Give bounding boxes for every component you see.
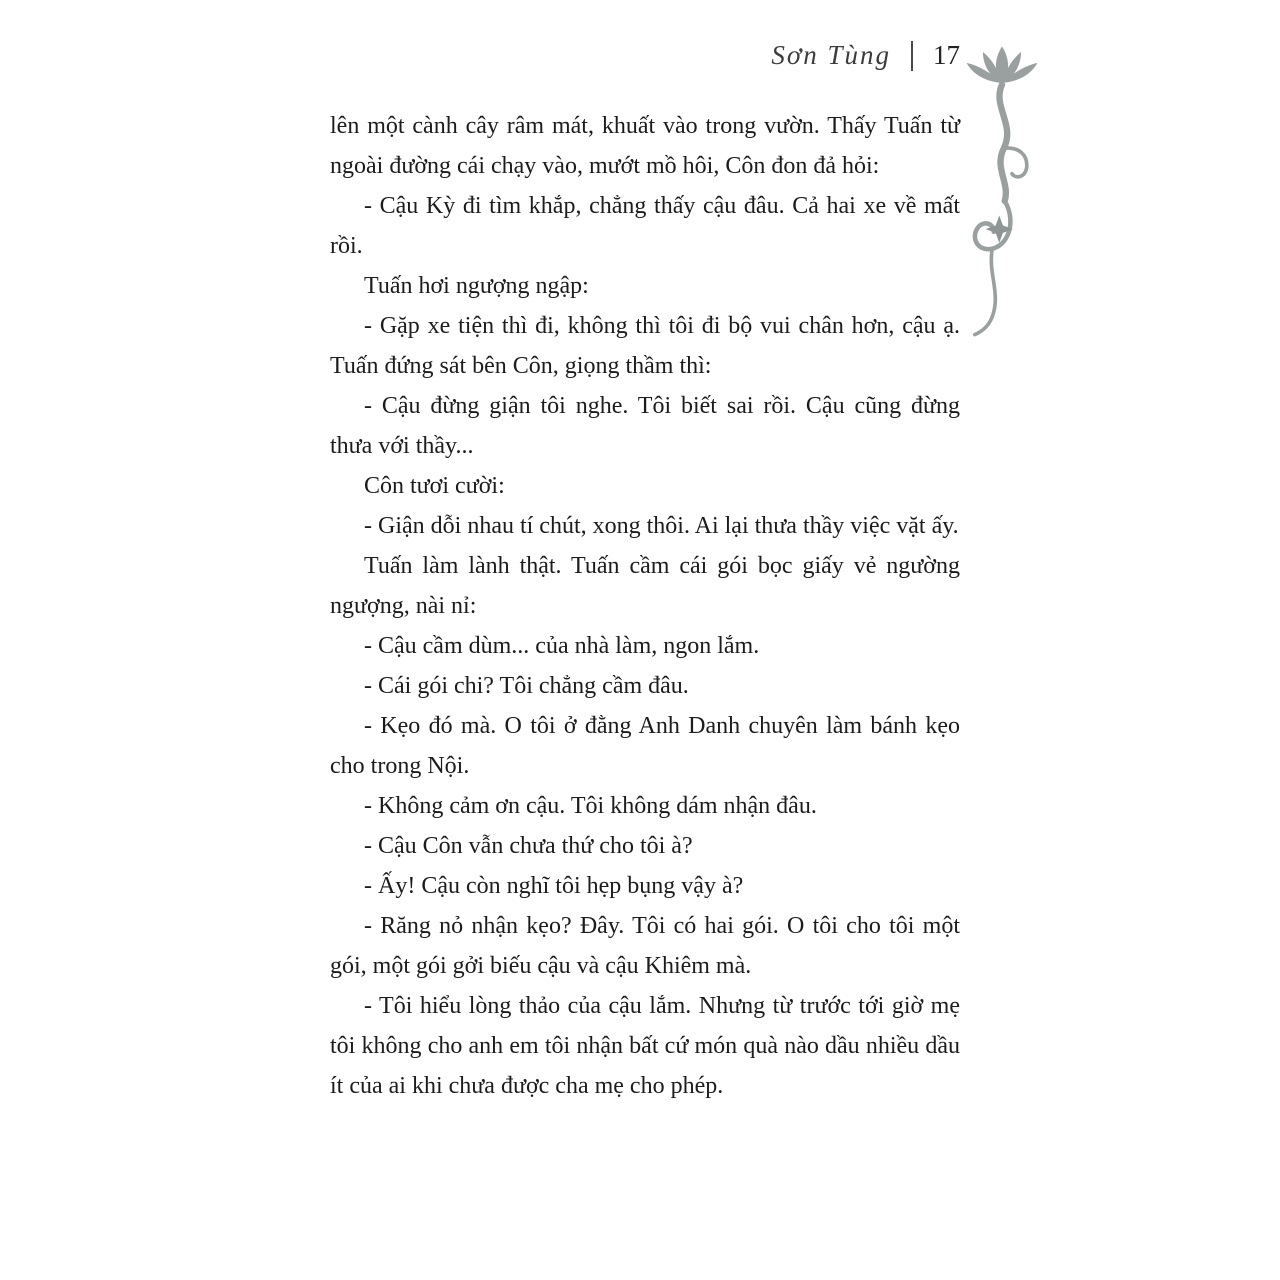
paragraph: Tuấn làm lành thật. Tuấn cầm cái gói bọc giấy vẻ ngường ngượng, nài nỉ: bbox=[330, 553, 960, 619]
paragraph: - Tôi hiểu lòng thảo của cậu lắm. Nhưng từ trước tới giờ mẹ tôi không cho anh em tôi nhận bất cứ món quà nào dầu nhiều dầu ít của ai khi chưa được cha mẹ cho phép. bbox=[330, 993, 960, 1099]
page-number: 17 bbox=[933, 40, 960, 70]
paragraph: - Cậu cầm dùm... của nhà làm, ngon lắm. bbox=[364, 633, 760, 659]
paragraph: - Gặp xe tiện thì đi, không thì tôi đi bộ vui chân hơn, cậu ạ. Tuấn đứng sát bên Côn, giọng thầm thì: bbox=[330, 313, 960, 379]
paragraph: - Cậu Kỳ đi tìm khắp, chẳng thấy cậu đâu. Cả hai xe về mất rồi. bbox=[330, 193, 960, 259]
paragraph: Tuấn hơi ngượng ngập: bbox=[364, 273, 589, 299]
paragraph: lên một cành cây râm mát, khuất vào trong vườn. Thấy Tuấn từ ngoài đường cái chạy vào, mướt mồ hôi, Côn đon đả hỏi: bbox=[330, 113, 960, 179]
paragraph: - Ấy! Cậu còn nghĩ tôi hẹp bụng vậy à? bbox=[364, 873, 744, 899]
paragraph: - Giận dỗi nhau tí chút, xong thôi. Ai lại thưa thầy việc vặt ấy. bbox=[364, 513, 959, 539]
page-header bbox=[330, 40, 960, 71]
paragraph: - Cái gói chi? Tôi chẳng cầm đâu. bbox=[364, 673, 689, 699]
paragraph: - Không cảm ơn cậu. Tôi không dám nhận đâu. bbox=[364, 793, 817, 819]
header-divider bbox=[911, 41, 913, 71]
paragraph: - Cậu đừng giận tôi nghe. Tôi biết sai rồi. Cậu cũng đừng thưa với thầy... bbox=[330, 393, 960, 459]
lotus-vine-ornament-icon bbox=[952, 36, 1052, 346]
author-name: Sơn Tùng bbox=[771, 40, 891, 70]
paragraph: - Răng nỏ nhận kẹo? Đây. Tôi có hai gói. O tôi cho tôi một gói, một gói gởi biếu cậu và cậu Khiêm mà. bbox=[330, 913, 960, 979]
body-text bbox=[330, 106, 960, 1106]
paragraph: Côn tươi cười: bbox=[364, 473, 505, 499]
paragraph: - Cậu Côn vẫn chưa thứ cho tôi à? bbox=[364, 833, 693, 859]
paragraph: - Kẹo đó mà. O tôi ở đằng Anh Danh chuyên làm bánh kẹo cho trong Nội. bbox=[330, 713, 960, 779]
